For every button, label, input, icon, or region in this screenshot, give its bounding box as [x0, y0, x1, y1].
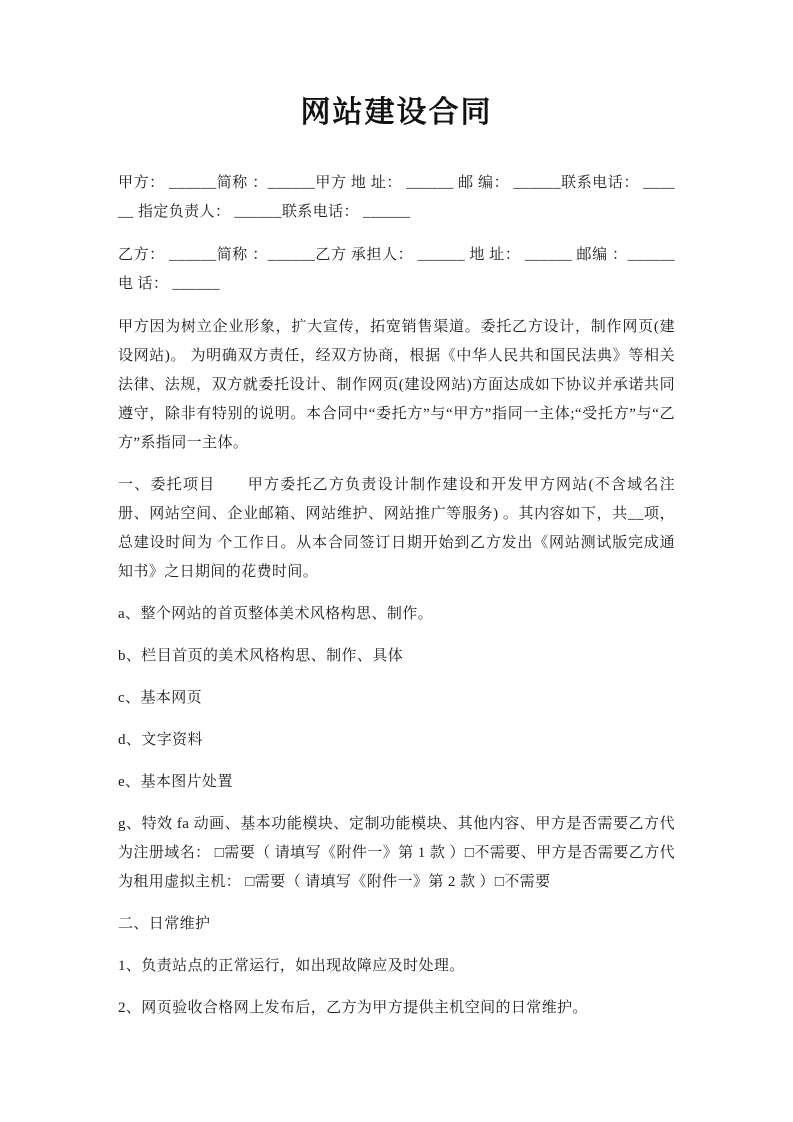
paragraph-item-g-with-checkboxes: g、特效 fa 动画、基本功能模块、定制功能模块、其他内容、甲方是否需要乙方代为注册域名： □需要（ 请填写《附件一》第 1 款 ）□不需要、甲方是否需要乙方代为租用虚拟主机： □需要（ 请填写《附件一》第 2 款 ）□不需要 [118, 816, 675, 890]
list-item-d: d、文字资料 [118, 732, 203, 748]
list-item-e: e、基本图片处置 [118, 774, 233, 790]
list-item-b: b、栏目首页的美术风格构思、制作、具体 [118, 648, 404, 664]
list-item-maintenance-2: 2、网页验收合格网上发布后，乙方为甲方提供主机空间的日常维护。 [118, 1000, 588, 1016]
section-heading-daily-maintenance: 二、日常维护 [118, 916, 211, 932]
paragraph-intro: 甲方因为树立企业形象，扩大宣传，拓宽销售渠道。委托乙方设计，制作网页(建设网站)。 为明确双方责任，经双方协商，根据《中华人民共和国民法典》等相关法律、法规，双方就委托设计、制作网页(建设网站)方面达成如下协议并承诺共同遵守，除非有特别的说明。本合同中“委托方”与“甲方”指同一主体;“受托方”与“乙方”系指同一主体。 [118, 319, 675, 451]
document-title: 网站建设合同 [300, 96, 493, 129]
paragraph-party-a: 甲方： ______简称 ：______甲方 地 址： ______ 邮 编： ______联系电话： ______ 指定负责人： ______联系电话： ______ [118, 175, 675, 220]
list-item-c: c、基本网页 [118, 690, 203, 706]
paragraph-party-b: 乙方： ______简称 ：______乙方 承担人： ______ 地 址： ______ 邮编 ：______电 话： ______ [118, 247, 675, 292]
list-item-maintenance-1: 1、负责站点的正常运行，如出现故障应及时处理。 [118, 958, 465, 974]
list-item-a: a、整个网站的首页整体美术风格构思、制作。 [118, 606, 434, 622]
paragraph-section-1-entrusted-items: 一、委托项目 甲方委托乙方负责设计制作建设和开发甲方网站(不含域名注册、网站空间、企业邮箱、网站维护、网站推广等服务) 。其内容如下，共__项，总建设时间为 个工作日。从本合同签订日期开始到乙方发出《网站测试版完成通知书》之日期间的花费时间。 [118, 477, 675, 580]
